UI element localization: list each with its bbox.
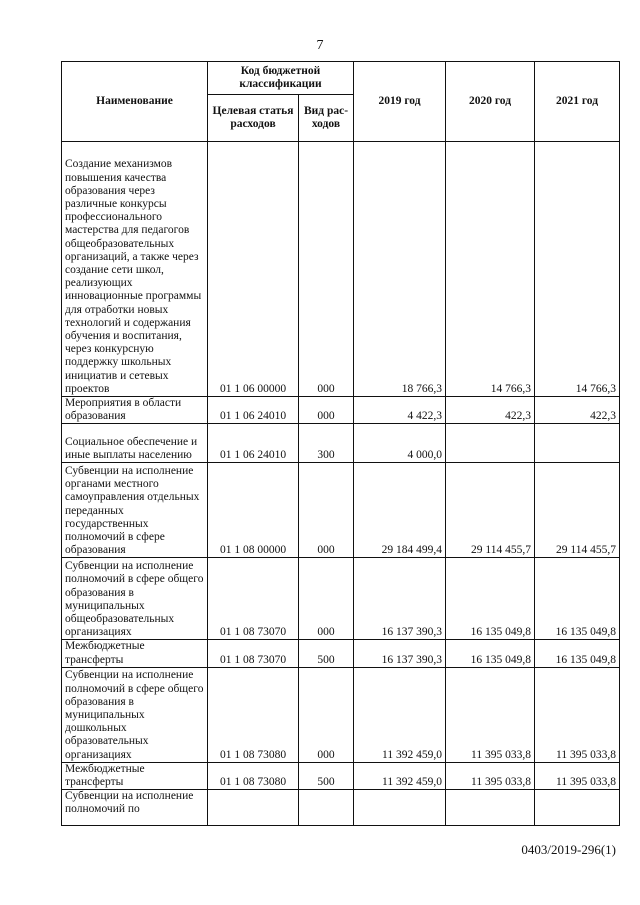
row-amount-2020: 29 114 455,7 [446,463,535,558]
row-name: Межбюджетные трансферты [62,640,208,667]
page-number: 7 [316,38,324,53]
row-amount-2021 [535,790,620,826]
row-name: Субвенции на исполнение органами местного самоуправления отдельных переданных государственных полномочий в сфере образования [62,463,208,558]
row-amount-2019: 11 392 459,0 [354,667,446,762]
row-amount-2019: 11 392 459,0 [354,762,446,789]
row-name: Создание механизмов повышения качества образования через различные конкурсы профессионального мастерства для педагогов общеобразовательных организаций, а также через создание сети школ, реализующих инновационные программы для отработки новых технологий и содержания обучения и воспитания, через конкурсную поддержку школьных инициатив и сетевых проектов [62,142,208,397]
table-row [62,424,620,463]
row-target-code: 01 1 08 73070 [208,640,299,667]
header-expense-type: Вид рас-ходов [299,95,354,142]
document-code: 0403/2019-296(1) [521,842,616,857]
row-amount-2021: 16 135 049,8 [535,558,620,640]
row-target-code: 01 1 08 00000 [208,463,299,558]
row-amount-2019: 4 000,0 [354,424,446,463]
row-amount-2020: 11 395 033,8 [446,762,535,789]
row-amount-2021: 14 766,3 [535,142,620,397]
row-target-code [208,790,299,826]
row-target-code: 01 1 06 24010 [208,424,299,463]
row-amount-2019: 29 184 499,4 [354,463,446,558]
row-amount-2020: 16 135 049,8 [446,558,535,640]
budget-table [61,61,620,826]
table-row [62,640,620,667]
table-row [62,397,620,424]
row-amount-2019: 4 422,3 [354,397,446,424]
row-name: Социальное обеспечение и иные выплаты населению [62,424,208,463]
row-expense-type: 000 [299,397,354,424]
row-amount-2019: 16 137 390,3 [354,640,446,667]
row-amount-2020: 422,3 [446,397,535,424]
row-target-code: 01 1 08 73080 [208,762,299,789]
table-row [62,463,620,558]
row-amount-2021: 29 114 455,7 [535,463,620,558]
row-expense-type: 500 [299,762,354,789]
row-expense-type: 000 [299,667,354,762]
row-amount-2020 [446,424,535,463]
row-expense-type: 000 [299,142,354,397]
row-expense-type: 300 [299,424,354,463]
row-name: Субвенции на исполнение полномочий в сфере общего образования в муниципальных дошкольных образовательных организациях [62,667,208,762]
row-target-code: 01 1 06 00000 [208,142,299,397]
header-2019: 2019 год [354,62,446,142]
table-row [62,558,620,640]
row-target-code: 01 1 08 73080 [208,667,299,762]
row-expense-type [299,790,354,826]
row-name: Субвенции на исполнение полномочий по [62,790,208,826]
header-target-article: Целевая статья расходов [208,95,299,142]
row-target-code: 01 1 08 73070 [208,558,299,640]
row-expense-type: 000 [299,463,354,558]
row-expense-type: 000 [299,558,354,640]
table-row [62,142,620,397]
row-amount-2020 [446,790,535,826]
table-row [62,790,620,826]
row-target-code: 01 1 06 24010 [208,397,299,424]
row-amount-2020: 16 135 049,8 [446,640,535,667]
row-name: Межбюджетные трансферты [62,762,208,789]
header-2021: 2021 год [535,62,620,142]
header-name: Наименование [62,62,208,142]
row-amount-2019: 18 766,3 [354,142,446,397]
row-amount-2021: 11 395 033,8 [535,667,620,762]
table-row [62,667,620,762]
row-amount-2020: 11 395 033,8 [446,667,535,762]
header-classification: Код бюджетной классификации [208,62,354,95]
row-name: Мероприятия в области образования [62,397,208,424]
row-amount-2021: 16 135 049,8 [535,640,620,667]
table-body [62,142,620,826]
row-expense-type: 500 [299,640,354,667]
row-name: Субвенции на исполнение полномочий в сфере общего образования в муниципальных общеобразовательных организациях [62,558,208,640]
row-amount-2019: 16 137 390,3 [354,558,446,640]
row-amount-2019 [354,790,446,826]
row-amount-2021 [535,424,620,463]
header-2020: 2020 год [446,62,535,142]
row-amount-2021: 11 395 033,8 [535,762,620,789]
table-row [62,762,620,789]
row-amount-2020: 14 766,3 [446,142,535,397]
row-amount-2021: 422,3 [535,397,620,424]
